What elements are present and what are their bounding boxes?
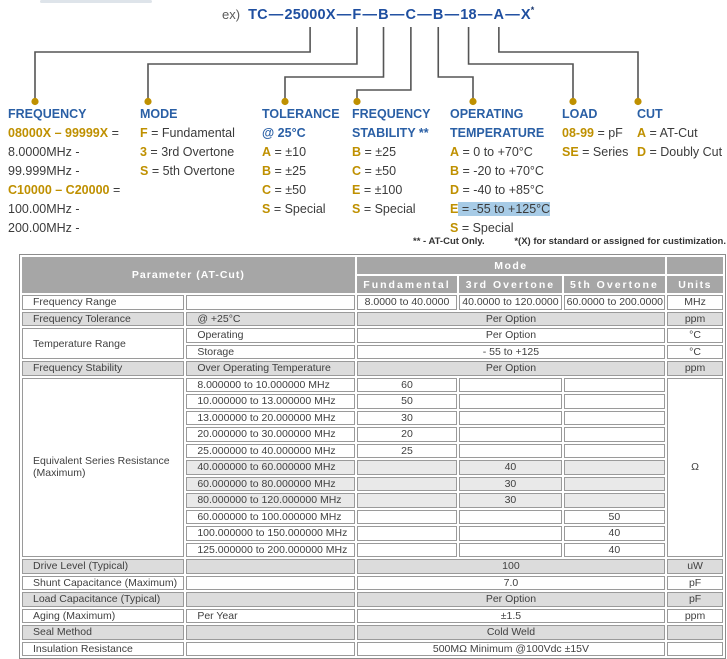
part-number-segment-25000x: 25000X <box>284 6 336 23</box>
field-option <box>8 124 120 143</box>
table-cell: Frequency Tolerance <box>22 312 184 327</box>
table-cell <box>459 543 561 558</box>
table-cell <box>357 526 457 541</box>
option-key: E <box>352 183 361 197</box>
table-row <box>22 328 723 343</box>
table-cell: °C <box>667 345 723 360</box>
table-cell <box>186 625 354 640</box>
option-value: 99.999MHz - <box>8 164 80 178</box>
option-key: 08-99 <box>562 126 594 140</box>
option-value: = ±25 <box>271 164 307 178</box>
table-cell <box>459 444 561 459</box>
table-cell: Equivalent Series Resistance (Maximum) <box>22 378 184 558</box>
table-cell: 50 <box>357 394 457 409</box>
option-key: S <box>262 202 271 216</box>
field-option <box>352 162 430 181</box>
table-cell: Ω <box>667 378 723 558</box>
option-key: F <box>140 126 148 140</box>
table-cell <box>564 460 665 475</box>
option-value: = ±50 <box>361 164 397 178</box>
connector-line <box>285 27 384 99</box>
option-key: S <box>450 221 459 235</box>
table-cell: Seal Method <box>22 625 184 640</box>
table-cell: Insulation Resistance <box>22 642 184 657</box>
table-cell <box>459 526 561 541</box>
table-cell: 10.000000 to 13.000000 MHz <box>186 394 354 409</box>
option-key: E <box>450 202 459 216</box>
table-cell <box>459 394 561 409</box>
table-cell: Operating <box>186 328 354 343</box>
table-cell <box>459 427 561 442</box>
table-cell: °C <box>667 328 723 343</box>
header-units: Units <box>667 276 723 293</box>
table-cell <box>186 559 354 574</box>
field-frequency-stability <box>352 105 430 219</box>
part-number-segment-tc: TC <box>248 6 268 23</box>
option-value: = pF <box>593 126 623 140</box>
connector-line <box>148 27 357 99</box>
field-load-title: LOAD <box>562 107 598 121</box>
option-value: = ±10 <box>271 145 307 159</box>
field-load <box>562 105 628 162</box>
table-cell <box>667 642 723 657</box>
table-cell: Drive Level (Typical) <box>22 559 184 574</box>
option-key: D <box>450 183 460 197</box>
field-option <box>352 181 430 200</box>
table-cell: 25 <box>357 444 457 459</box>
option-key: B <box>352 145 362 159</box>
table-cell: 100.000000 to 150.000000 MHz <box>186 526 354 541</box>
option-value-highlighted: = -55 to +125°C <box>458 202 551 216</box>
table-cell: uW <box>667 559 723 574</box>
part-number-segment-c: C <box>405 6 417 23</box>
part-number-line <box>222 5 534 23</box>
field-frequency-title: FREQUENCY <box>8 107 87 121</box>
table-cell: Per Year <box>186 609 354 624</box>
part-number-segment-b: B <box>378 6 389 23</box>
table-cell: Storage <box>186 345 354 360</box>
table-cell: Shunt Capacitance (Maximum) <box>22 576 184 591</box>
table-cell <box>357 477 457 492</box>
table-cell: ppm <box>667 312 723 327</box>
table-cell: 60.0000 to 200.0000 <box>564 295 665 310</box>
header-mode: Mode <box>357 257 665 274</box>
option-key: D <box>637 145 647 159</box>
field-operating-temperature-title: OPERATING <box>450 107 524 121</box>
table-cell: 30 <box>459 493 561 508</box>
option-key: C <box>262 183 272 197</box>
field-frequency-stability-title: STABILITY ** <box>352 126 429 140</box>
field-tolerance-title: TOLERANCE <box>262 107 340 121</box>
field-mode <box>140 105 235 181</box>
table-cell: Temperature Range <box>22 328 184 359</box>
option-value: = <box>108 126 119 140</box>
table-cell <box>564 477 665 492</box>
option-value: = Fundamental <box>147 126 235 140</box>
table-cell: Over Operating Temperature <box>186 361 354 376</box>
option-key: S <box>140 164 149 178</box>
table-cell: 25.000000 to 40.000000 MHz <box>186 444 354 459</box>
connector-line <box>499 27 638 99</box>
field-operating-temperature <box>450 105 550 238</box>
option-value: = ±100 <box>360 183 403 197</box>
field-option <box>450 143 550 162</box>
part-number-separator: — <box>268 6 284 23</box>
part-number-example-prefix: ex) <box>222 6 241 22</box>
field-option <box>8 219 120 238</box>
header-parameter: Parameter (AT-Cut) <box>22 257 355 293</box>
field-option <box>352 143 430 162</box>
field-option <box>637 124 722 143</box>
table-cell <box>357 510 457 525</box>
field-option <box>450 200 550 219</box>
field-option <box>8 143 120 162</box>
table-cell: Load Capacitance (Typical) <box>22 592 184 607</box>
part-number-separator: — <box>417 6 432 23</box>
option-value: 200.00MHz - <box>8 221 80 235</box>
part-number-asterisk: * <box>530 5 535 15</box>
table-cell <box>564 427 665 442</box>
part-number-separator: — <box>444 6 460 23</box>
cropped-content-artifact <box>40 0 152 3</box>
option-key: S <box>352 202 361 216</box>
part-number-code <box>248 5 534 23</box>
part-number-separator: — <box>389 6 405 23</box>
table-cell <box>667 625 723 640</box>
table-row <box>22 592 723 607</box>
option-value: = -40 to +85°C <box>459 183 544 197</box>
table-cell <box>459 411 561 426</box>
connector-line <box>357 27 411 99</box>
field-tolerance <box>262 105 340 219</box>
table-cell: Per Option <box>357 312 665 327</box>
part-number-separator: — <box>362 6 378 23</box>
part-number-segment-x: X <box>520 6 531 23</box>
footnote-customization: *(X) for standard or assigned for custimization. <box>514 236 726 247</box>
table-row <box>22 576 723 591</box>
part-number-separator: — <box>336 6 352 23</box>
header-fundamental: Fundamental <box>357 276 457 293</box>
table-row <box>22 609 723 624</box>
field-operating-temperature-title: TEMPERATURE <box>450 126 545 140</box>
part-number-segment-18: 18 <box>460 6 477 23</box>
option-value: = -20 to +70°C <box>459 164 544 178</box>
table-cell: Frequency Range <box>22 295 184 310</box>
table-cell: 125.000000 to 200.000000 MHz <box>186 543 354 558</box>
field-option <box>140 143 235 162</box>
table-row <box>22 361 723 376</box>
table-cell: ppm <box>667 361 723 376</box>
field-option <box>562 143 628 162</box>
option-key: SE <box>562 145 579 159</box>
table-cell: 500MΩ Minimum @100Vdc ±15V <box>357 642 665 657</box>
table-cell: pF <box>667 592 723 607</box>
table-cell: 100 <box>357 559 665 574</box>
option-key: B <box>450 164 460 178</box>
part-number-separator: — <box>477 6 493 23</box>
table-cell: MHz <box>667 295 723 310</box>
connector-line <box>438 27 473 99</box>
part-number-segment-a: A <box>493 6 505 23</box>
table-cell <box>357 493 457 508</box>
option-key: A <box>450 145 460 159</box>
table-cell <box>459 510 561 525</box>
connector-line <box>469 27 573 99</box>
part-number-separator: — <box>505 6 520 23</box>
field-tolerance-title: @ 25°C <box>262 126 306 140</box>
table-row <box>22 642 723 657</box>
option-value: = AT-Cut <box>646 126 698 140</box>
spec-table-body <box>22 295 723 656</box>
table-cell: Cold Weld <box>357 625 665 640</box>
field-option <box>140 124 235 143</box>
option-value: 100.00MHz - <box>8 202 80 216</box>
footnote-at-cut-only: ** - AT-Cut Only. <box>413 236 485 247</box>
option-value: = 5th Overtone <box>148 164 235 178</box>
table-cell: 50 <box>564 510 665 525</box>
table-cell: 30 <box>459 477 561 492</box>
table-row <box>22 295 723 310</box>
option-value: = Series <box>578 145 629 159</box>
table-cell: 8.000000 to 10.000000 MHz <box>186 378 354 393</box>
table-cell: 40 <box>564 526 665 541</box>
field-option <box>450 181 550 200</box>
header-5th-overtone: 5th Overtone <box>564 276 665 293</box>
spec-table-wrap <box>19 254 726 659</box>
table-cell <box>186 592 354 607</box>
table-cell: 60 <box>357 378 457 393</box>
table-header-row <box>22 257 723 274</box>
table-cell: Aging (Maximum) <box>22 609 184 624</box>
connector-line <box>35 27 310 99</box>
option-value: 8.0000MHz - <box>8 145 80 159</box>
field-option <box>262 143 340 162</box>
table-cell <box>564 444 665 459</box>
option-key: 3 <box>140 145 147 159</box>
table-cell: @ +25°C <box>186 312 354 327</box>
table-cell <box>564 378 665 393</box>
table-cell: 40 <box>564 543 665 558</box>
table-cell: 60.000000 to 100.000000 MHz <box>186 510 354 525</box>
field-option <box>8 200 120 219</box>
option-value: = 0 to +70°C <box>459 145 533 159</box>
table-cell <box>357 460 457 475</box>
table-cell: 8.0000 to 40.0000 <box>357 295 457 310</box>
field-option <box>562 124 628 143</box>
field-option <box>262 200 340 219</box>
table-row <box>22 312 723 327</box>
table-row <box>22 559 723 574</box>
table-cell: ±1.5 <box>357 609 665 624</box>
spec-table <box>19 254 726 659</box>
table-cell: 20.000000 to 30.000000 MHz <box>186 427 354 442</box>
option-key: C10000 – C20000 <box>8 183 110 197</box>
spec-table-header <box>22 257 723 293</box>
header-units-spacer <box>667 257 723 274</box>
option-key: A <box>637 126 647 140</box>
option-value: = <box>109 183 121 197</box>
table-cell: Per Option <box>357 361 665 376</box>
option-key: B <box>262 164 272 178</box>
table-cell <box>564 411 665 426</box>
option-value: = 3rd Overtone <box>146 145 235 159</box>
field-option <box>352 200 430 219</box>
table-cell: 30 <box>357 411 457 426</box>
option-key: 08000X – 99999X <box>8 126 109 140</box>
option-value: = Doubly Cut <box>646 145 723 159</box>
table-cell: 13.000000 to 20.000000 MHz <box>186 411 354 426</box>
table-cell <box>357 543 457 558</box>
option-value: = ±25 <box>361 145 397 159</box>
table-cell: - 55 to +125 <box>357 345 665 360</box>
field-cut <box>637 105 722 162</box>
field-option <box>140 162 235 181</box>
field-option <box>8 181 120 200</box>
table-cell <box>564 493 665 508</box>
field-option <box>637 143 722 162</box>
table-cell: 40 <box>459 460 561 475</box>
table-cell: 40.0000 to 120.0000 <box>459 295 561 310</box>
table-cell: Per Option <box>357 328 665 343</box>
part-number-segment-b: B <box>432 6 444 23</box>
table-cell: 7.0 <box>357 576 665 591</box>
part-number-segment-f: F <box>352 6 362 23</box>
table-row <box>22 378 723 393</box>
option-key: A <box>262 145 272 159</box>
option-value: = Special <box>458 221 514 235</box>
field-option <box>8 162 120 181</box>
option-value: = Special <box>360 202 416 216</box>
table-cell <box>186 576 354 591</box>
table-cell: Per Option <box>357 592 665 607</box>
option-key: C <box>352 164 362 178</box>
table-cell <box>186 642 354 657</box>
table-cell: 60.000000 to 80.000000 MHz <box>186 477 354 492</box>
table-row <box>22 625 723 640</box>
table-cell <box>459 378 561 393</box>
table-cell: 80.000000 to 120.000000 MHz <box>186 493 354 508</box>
option-value: = ±50 <box>271 183 307 197</box>
field-option <box>262 181 340 200</box>
field-mode-title: MODE <box>140 107 178 121</box>
field-frequency-stability-title: FREQUENCY <box>352 107 431 121</box>
field-frequency <box>8 105 120 238</box>
table-cell: 20 <box>357 427 457 442</box>
table-cell <box>186 295 354 310</box>
table-cell: Frequency Stability <box>22 361 184 376</box>
table-cell <box>564 394 665 409</box>
table-cell: 40.000000 to 60.000000 MHz <box>186 460 354 475</box>
field-option <box>450 162 550 181</box>
field-cut-title: CUT <box>637 107 663 121</box>
field-option <box>262 162 340 181</box>
header-3rd-overtone: 3rd Overtone <box>459 276 561 293</box>
option-value: = Special <box>270 202 326 216</box>
table-cell: ppm <box>667 609 723 624</box>
table-cell: pF <box>667 576 723 591</box>
